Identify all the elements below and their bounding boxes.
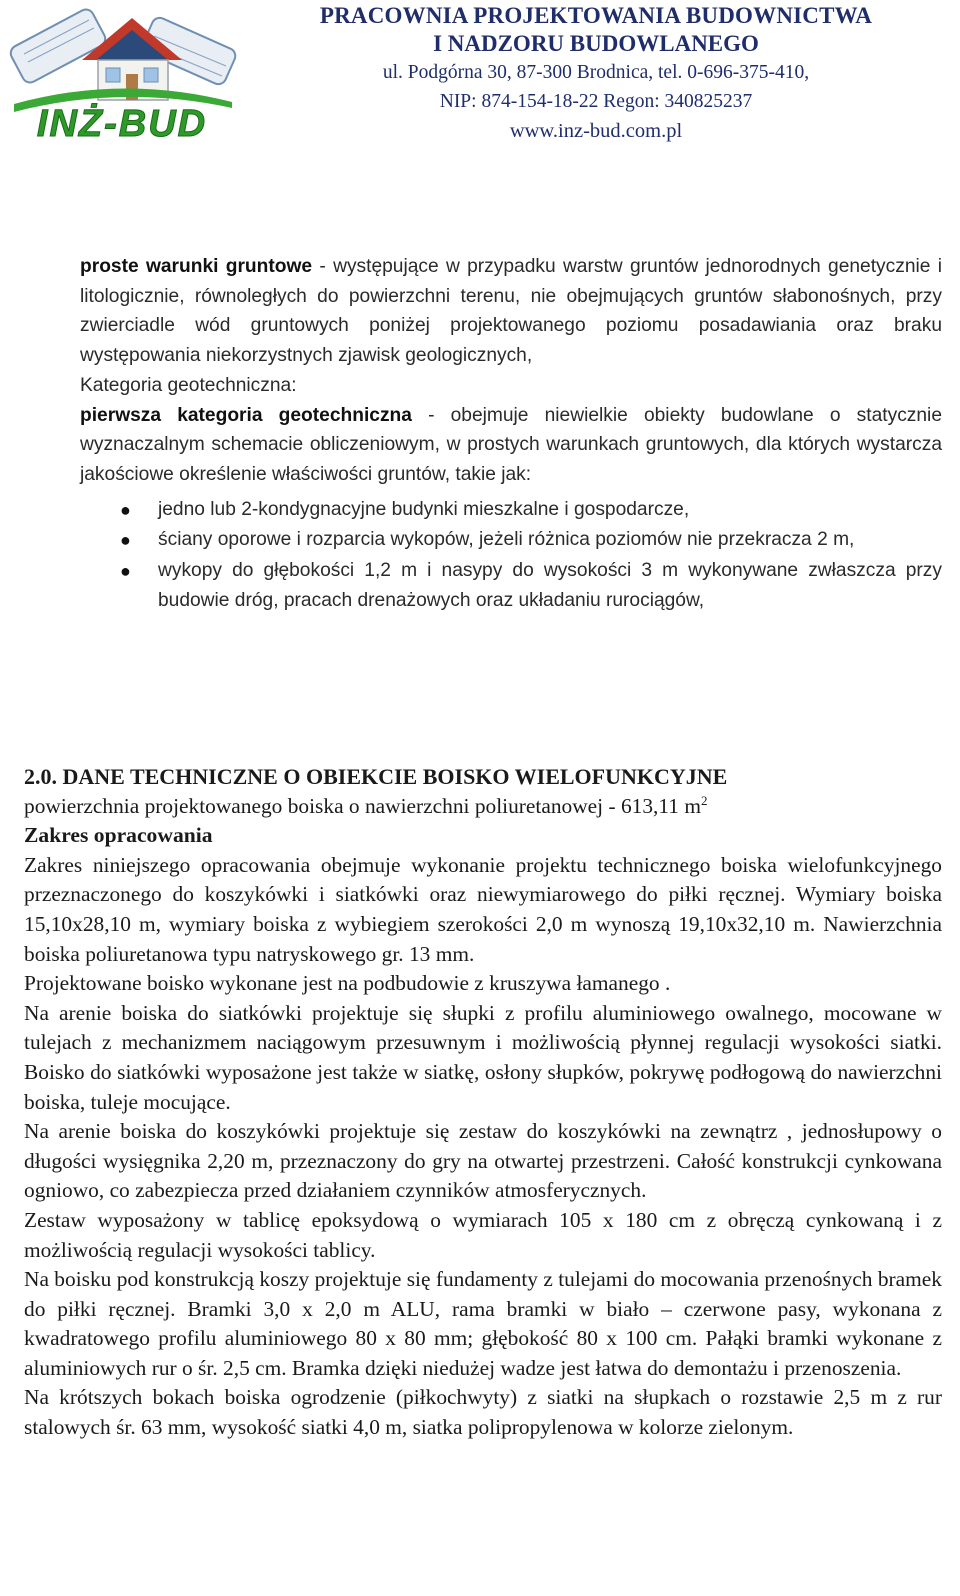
bullet-list [80,495,942,617]
bullet-icon: ● [120,530,131,551]
area-superscript: 2 [700,792,708,808]
paragraph: Na arenie boiska do siatkówki projektuje się słupki z profilu aluminiowego owalnego, mocowane w tulejach z mechanizmem naciągowym przesuwnym i możliwością płynnej regulacji wysokości siatki. Boisko do siatkówki wyposażone jest także w siatkę, osłony słupków, pokrywę podłogową do nawierzchni boiska, tuleje mocujące. [24,1000,942,1114]
text-simple-ground: - występujące w przypadku warstw gruntów jednorodnych genetycznie i litologicznie, równoległych do powierzchni terenu, nie obejmujących gruntów słabonośnych, przy zwierciadle wód gruntowych poniżej projektowanego poziomu posadawiania oraz braku występowania niekorzystnych zjawisk geologicznych, [80,256,942,367]
paragraph: Zestaw wyposażony w tablicę epoksydową o wymiarach 105 x 180 cm z obręczą cynkowaną i z możliwością regulacji wysokości tablicy. [24,1207,942,1262]
company-ids: NIP: 874-154-18-22 Regon: 340825237 [439,91,753,112]
paragraph: Na krótszych bokach boiska ogrodzenie (piłkochwyty) z siatki na słupkach o rozstawie 2,5 m z rur stalowych śr. 63 mm, wysokość siatki 4,0 m, siatka polipropylenowa w kolorze zielonym. [24,1385,942,1440]
list-item [80,495,942,526]
bullet-icon: ● [120,499,131,520]
paragraph: Na boisku pod konstrukcją koszy projektuje się fundamenty z tulejami do mocowania przenośnych bramek do piłki ręcznej. Bramki 3,0 x 2,0 m ALU, rama bramki w biało – czerwone pasy, wykonana z kwadratowego profilu aluminiowego 80 x 80 mm; głębokość 80 x 100 cm. Pałąki bramki wykonane z aluminiowych rur o śr. 2,5 cm. Bramka dzięki niedużej wadze jest łatwa do demontażu i przenoszenia. [24,1267,942,1380]
list-item [80,556,942,617]
company-logo [4,4,240,144]
text-first-category: - obejmuje niewielkie obiekty budowlane o statycznie wyznaczalnym schemacie obliczeniowym, w prostych warunkach gruntowych, dla których wystarcza jakościowe określenie właściwości gruntów, takie jak: [80,404,942,485]
area-line [24,792,942,822]
paragraph: Na arenie boiska do koszykówki projektuje się zestaw do koszykówki na zewnątrz , jednosłupowy o długości wysięgnika 2,20 m, przeznaczony do gry na otwartej przestrzeni. Całość konstrukcji cynkowana ogniowo, co zabezpiecza przed działaniem czynników atmosferycznych. [24,1119,942,1203]
list-item [80,525,942,556]
company-info [238,2,954,146]
area-text: powierzchnia projektowanego boiska o nawierzchni poliuretanowej - 613,11 m [24,793,701,818]
geotechnical-category-label: Kategoria geotechniczna: [80,374,297,396]
company-address: ul. Podgórna 30, 87-300 Brodnica, tel. 0-696-375-410, [382,62,810,83]
geotechnical-section [80,252,942,617]
section-heading: 2.0. DANE TECHNICZNE O OBIEKCIE BOISKO WIELOFUNKCYJNE [24,764,728,789]
bullet-icon: ● [120,560,131,581]
technical-data-section [24,762,942,1443]
company-name-line2: I NADZORU BUDOWLANEGO [433,31,759,56]
paragraph: Zakres niniejszego opracowania obejmuje wykonanie projektu technicznego boiska wielofunkcyjnego przeznaczonego do koszykówki i siatkówki oraz niewymiarowego do piłki ręcznej. Wymiary boiska 15,10x28,10 m, wymiary boiska z wybiegiem szerokości 2,0 m wynoszą 19,10x32,10 m. Nawierzchnia boiska poliuretanowa typu natryskowego gr. 13 mm. [24,852,942,966]
term-simple-ground: proste warunki gruntowe [80,256,313,277]
company-name-line1: PRACOWNIA PROJEKTOWANIA BUDOWNICTWA [319,3,873,28]
paragraph-first-category [80,401,942,490]
list-item-text: ściany oporowe i rozparcia wykopów, jeżeli różnica poziomów nie przekracza 2 m, [158,529,855,551]
letterhead [0,0,960,150]
company-website: www.inz-bud.com.pl [509,120,683,142]
list-item-text: wykopy do głębokości 1,2 m i nasypy do wysokości 3 m wykonywane zwłaszcza przy budowie dróg, pracach drenażowych oraz układaniu rurociągów, [158,559,942,612]
term-first-category: pierwsza kategoria geotechniczna [80,404,412,426]
list-item-text: jedno lub 2-kondygnacyjne budynki mieszkalne i gospodarcze, [158,498,690,520]
scope-heading: Zakres opracowania [24,823,213,848]
paragraph-simple-ground [80,252,942,371]
logo-text: INŻ-BUD [36,103,208,144]
paragraph: Projektowane boisko wykonane jest na podbudowie z kruszywa łamanego . [24,971,671,996]
